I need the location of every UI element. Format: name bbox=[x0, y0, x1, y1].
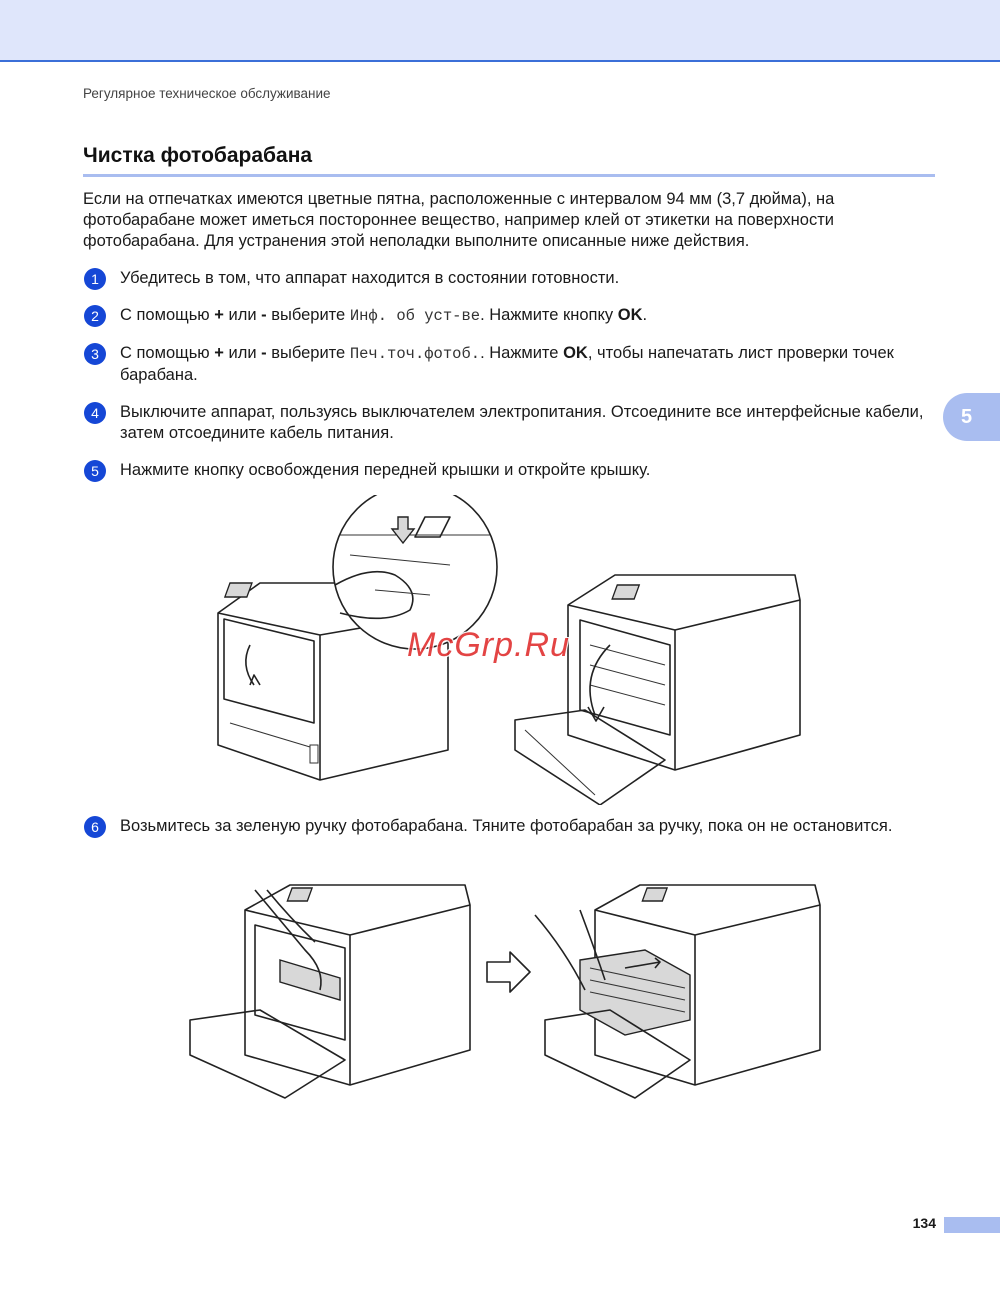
step-1 bbox=[84, 268, 934, 289]
step-text: Убедитесь в том, что аппарат находится в состоянии готовности. bbox=[120, 269, 620, 287]
step-5 bbox=[84, 460, 934, 481]
page-number-bar bbox=[944, 1217, 1000, 1233]
step-text: Нажмите кнопку освобождения передней крышки и откройте крышку. bbox=[120, 461, 651, 479]
step-number-badge: 5 bbox=[84, 460, 106, 482]
step-number-badge: 6 bbox=[84, 816, 106, 838]
arrow-right-icon bbox=[487, 952, 530, 992]
printer-drum-before-illustration bbox=[190, 885, 470, 1098]
running-header: Регулярное техническое обслуживание bbox=[83, 86, 331, 101]
step-4 bbox=[84, 402, 934, 444]
step-number-badge: 3 bbox=[84, 343, 106, 365]
section-title: Чистка фотобарабана bbox=[83, 144, 313, 167]
step-2 bbox=[84, 305, 934, 327]
step-text: С помощью + или - выберите Инф. об уст-ве. Нажмите кнопку OK. bbox=[120, 306, 648, 325]
header-band bbox=[0, 0, 1000, 60]
step-6 bbox=[84, 816, 934, 837]
step-number-badge: 4 bbox=[84, 402, 106, 424]
step-number-badge: 2 bbox=[84, 305, 106, 327]
watermark: McGrp.Ru bbox=[407, 626, 570, 664]
step-3 bbox=[84, 343, 934, 386]
step-number-badge: 1 bbox=[84, 268, 106, 290]
intro-paragraph: Если на отпечатках имеются цветные пятна, расположенные с интервалом 94 мм (3,7 дюйма), на фотобарабане может иметься постороннее вещество, например клей от этикетки на поверхности фотобарабана. Для устранения этой неполадки выполните описанные ниже действия. bbox=[83, 190, 835, 250]
step-text: Возьмитесь за зеленую ручку фотобарабана. Тяните фотобарабан за ручку, пока он не остановится. bbox=[120, 817, 893, 835]
step-text: С помощью + или - выберите Печ.точ.фотоб.. Нажмите OK, чтобы напечатать лист проверки точек барабана. bbox=[120, 344, 894, 384]
menu-code: Инф. об уст-ве bbox=[349, 307, 481, 325]
page-number: 134 bbox=[912, 1215, 936, 1231]
chapter-tab: 5 bbox=[943, 393, 1000, 441]
step-text: Выключите аппарат, пользуясь выключателем электропитания. Отсоедините все интерфейсные кабели, затем отсоедините кабель питания. bbox=[120, 403, 924, 442]
figure-pull-drum-unit bbox=[185, 880, 835, 1100]
title-underline bbox=[83, 174, 935, 177]
printer-drum-after-illustration bbox=[535, 885, 820, 1098]
menu-code: Печ.точ.фотоб. bbox=[349, 345, 481, 363]
header-rule bbox=[0, 60, 1000, 62]
printer-open-illustration bbox=[515, 575, 800, 805]
